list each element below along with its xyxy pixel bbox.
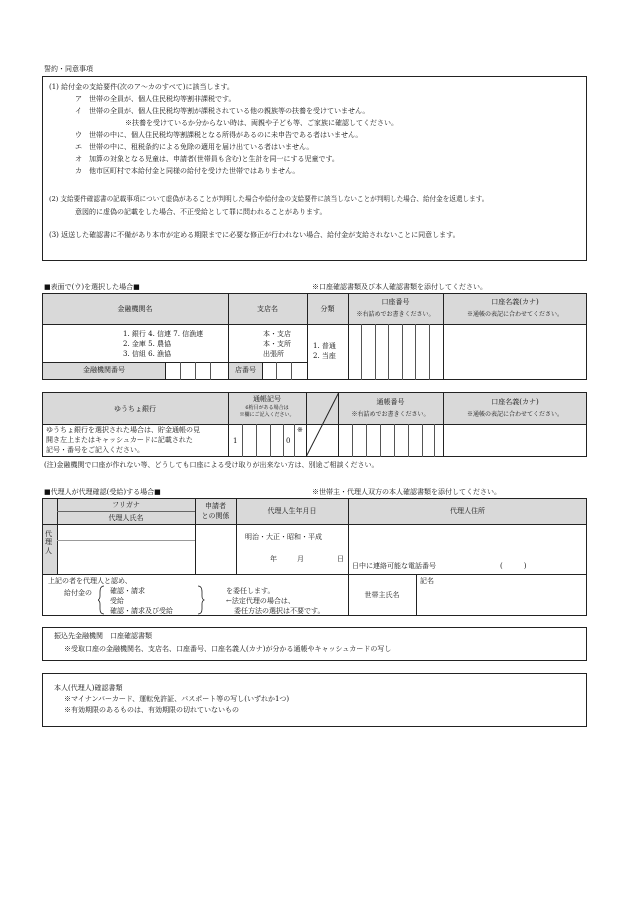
agreement-a: ア 世帯の全員が、個人住民税均等割非課税です。 bbox=[75, 95, 236, 103]
agreement-o: オ 加算の対象となる児童は、申請者(世帯員も含む)と生計を同一にする児童です。 bbox=[75, 155, 339, 163]
birth-year: 年 bbox=[270, 555, 277, 563]
option-both[interactable]: 確認・請求及び受給 bbox=[110, 607, 173, 615]
delegate-text-2: 給付金の bbox=[64, 589, 92, 597]
yucho-kigo-note2: ※欄にご記入ください。 bbox=[239, 412, 295, 418]
agent-note: ※世帯主・代理人双方の本人確認書類を添付してください。 bbox=[312, 488, 501, 496]
yucho-digit-0: 0 bbox=[286, 437, 291, 445]
col-institution: 金融機関名 bbox=[117, 305, 153, 313]
id-doc-note-2: ※有効期限のあるものは、有効期限の切れていないもの bbox=[64, 706, 239, 714]
agreement-title: 誓約・同意事項 bbox=[44, 65, 93, 73]
col-account-note: ※右詰めでお書きください。 bbox=[356, 311, 435, 318]
agreement-item3: (3) 返送した確認書に不備があり本市が定める期限までに必要な修正が行われない場合、給付金が支給されないことに同意します。 bbox=[49, 231, 460, 239]
agent-side-label: 代理人 bbox=[45, 530, 52, 555]
yucho-holder-note: ※通帳の表記に合わせてください。 bbox=[466, 411, 563, 418]
yucho-desc-1: ゆうちょ銀行を選択された場合は、貯金通帳の見 bbox=[46, 426, 200, 434]
branch-option-3[interactable]: 出張所 bbox=[263, 350, 284, 358]
yucho-desc-3: 記号・番号をご記入ください。 bbox=[46, 446, 144, 454]
branch-no-label: 店番号 bbox=[235, 366, 256, 374]
agreement-item2b: 意図的に虚偽の記載をした場合、不正受給として罪に問われることがあります。 bbox=[75, 208, 327, 216]
option-confirm-request[interactable]: 確認・請求 bbox=[110, 587, 145, 595]
yucho-mark: ※ bbox=[297, 426, 303, 434]
legal-text-2: 委任方法の選択は不要です。 bbox=[234, 607, 325, 615]
birth-day: 日 bbox=[337, 555, 344, 563]
type-option-2[interactable]: 2. 当座 bbox=[313, 352, 336, 360]
signature-label: 記名 bbox=[420, 577, 434, 585]
account-doc-title: 振込先金融機関 口座確認書類 bbox=[54, 632, 152, 640]
agent-birth-label: 代理人生年月日 bbox=[267, 507, 317, 515]
legal-text-1: ←法定代理の場合は、 bbox=[226, 597, 295, 605]
yucho-footnote: (注)金融機関で口座が作れない等、どうしても口座による受け取りが出来ない方は、別途ご相談ください。 bbox=[44, 461, 379, 469]
bank-header: ■表面で(ウ)を選択した場合■ bbox=[44, 283, 140, 291]
account-doc-note: ※受取口座の金融機関名、支店名、口座番号、口座名義人(カナ)が分かる通帳やキャッシュカードの写し bbox=[64, 645, 392, 653]
head-name-label: 世帯主氏名 bbox=[364, 591, 400, 599]
type-option-1[interactable]: 1. 普通 bbox=[313, 342, 336, 350]
phone-label: 日中に連絡可能な電話番号 bbox=[352, 562, 436, 570]
inst-options-2[interactable]: 2. 金庫 5. 農協 bbox=[123, 340, 172, 348]
col-holder: 口座名義(カナ) bbox=[491, 298, 539, 306]
branch-option-1[interactable]: 本・支店 bbox=[263, 330, 291, 338]
bank-note: ※口座確認書類及び本人確認書類を添付してください。 bbox=[312, 283, 487, 291]
agreement-item2a: (2) 支給要件確認書の記載事項について虚偽があることが判明した場合や給付金の支給要件に該当しないことが判明した場合、給付金を返還します。 bbox=[49, 195, 489, 203]
agreement-i: イ 世帯の全員が、個人住民税均等割が課税されている他の親族等の扶養を受けていません。 bbox=[75, 107, 370, 115]
inst-options-1[interactable]: 1. 銀行 4. 信連 7. 信漁連 bbox=[123, 330, 204, 338]
delegate-text-1: 上記の者を代理人と認め、 bbox=[48, 577, 132, 585]
phone-paren: ( ) bbox=[500, 562, 527, 570]
option-receive[interactable]: 受給 bbox=[110, 597, 124, 605]
inst-no-label: 金融機関番号 bbox=[83, 366, 125, 374]
yucho-digit-1: 1 bbox=[233, 437, 238, 445]
agent-relation-1: 申請者 bbox=[205, 502, 226, 510]
col-account: 口座番号 bbox=[381, 298, 410, 306]
inst-options-3[interactable]: 3. 信組 6. 漁協 bbox=[123, 350, 172, 358]
agreement-item1: (1) 給付金の支給要件(次のア～カのすべて)に該当します。 bbox=[49, 83, 234, 91]
col-holder-note: ※通帳の表記に合わせてください。 bbox=[466, 311, 563, 318]
id-doc-note-1: ※マイナンバーカード、運転免許証、パスポート等の写し(いずれか1つ) bbox=[64, 695, 290, 703]
yucho-kigo: 通帳記号 bbox=[253, 395, 281, 403]
birth-month: 月 bbox=[297, 555, 304, 563]
agreement-e: エ 世帯の中に、租税条約による免除の適用を届け出ている者はいません。 bbox=[75, 143, 314, 151]
agreement-i-note: ※扶養を受けているか分からない時は、両親や子ども等、ご家族に確認してください。 bbox=[125, 119, 398, 127]
agreement-ka: カ 他市区町村で本給付金と同様の給付を受けた世帯ではありません。 bbox=[75, 167, 300, 175]
agreement-u: ウ 世帯の中に、個人住民税均等割課税となる所得があるのに未申告である者はいません。 bbox=[75, 131, 363, 139]
col-branch: 支店名 bbox=[257, 305, 278, 313]
agent-header: ■代理人が代理確認(受給)する場合■ bbox=[44, 488, 161, 496]
yucho-holder: 口座名義(カナ) bbox=[491, 398, 539, 406]
agent-address-label: 代理人住所 bbox=[450, 507, 485, 515]
entrust-text: を委任します。 bbox=[226, 587, 275, 595]
yucho-kigo-note1: 6桁目がある場合は bbox=[245, 405, 289, 411]
agent-relation-2: との関係 bbox=[201, 512, 230, 520]
yucho-label: ゆうちょ銀行 bbox=[114, 405, 156, 413]
slash-divider bbox=[306, 392, 339, 457]
agent-furigana: フリガナ bbox=[112, 501, 140, 509]
era-options[interactable]: 明治・大正・昭和・平成 bbox=[245, 533, 322, 541]
col-type: 分類 bbox=[320, 305, 335, 313]
yucho-bango-note: ※右詰めでお書きください。 bbox=[351, 411, 430, 418]
id-doc-title: 本人(代理人)確認書類 bbox=[54, 684, 123, 692]
branch-option-2[interactable]: 本・支所 bbox=[263, 340, 291, 348]
yucho-bango: 通帳番号 bbox=[376, 398, 405, 406]
agent-name-label: 代理人氏名 bbox=[108, 514, 144, 522]
yucho-desc-2: 開き左上またはキャッシュカードに記載された bbox=[46, 436, 193, 444]
